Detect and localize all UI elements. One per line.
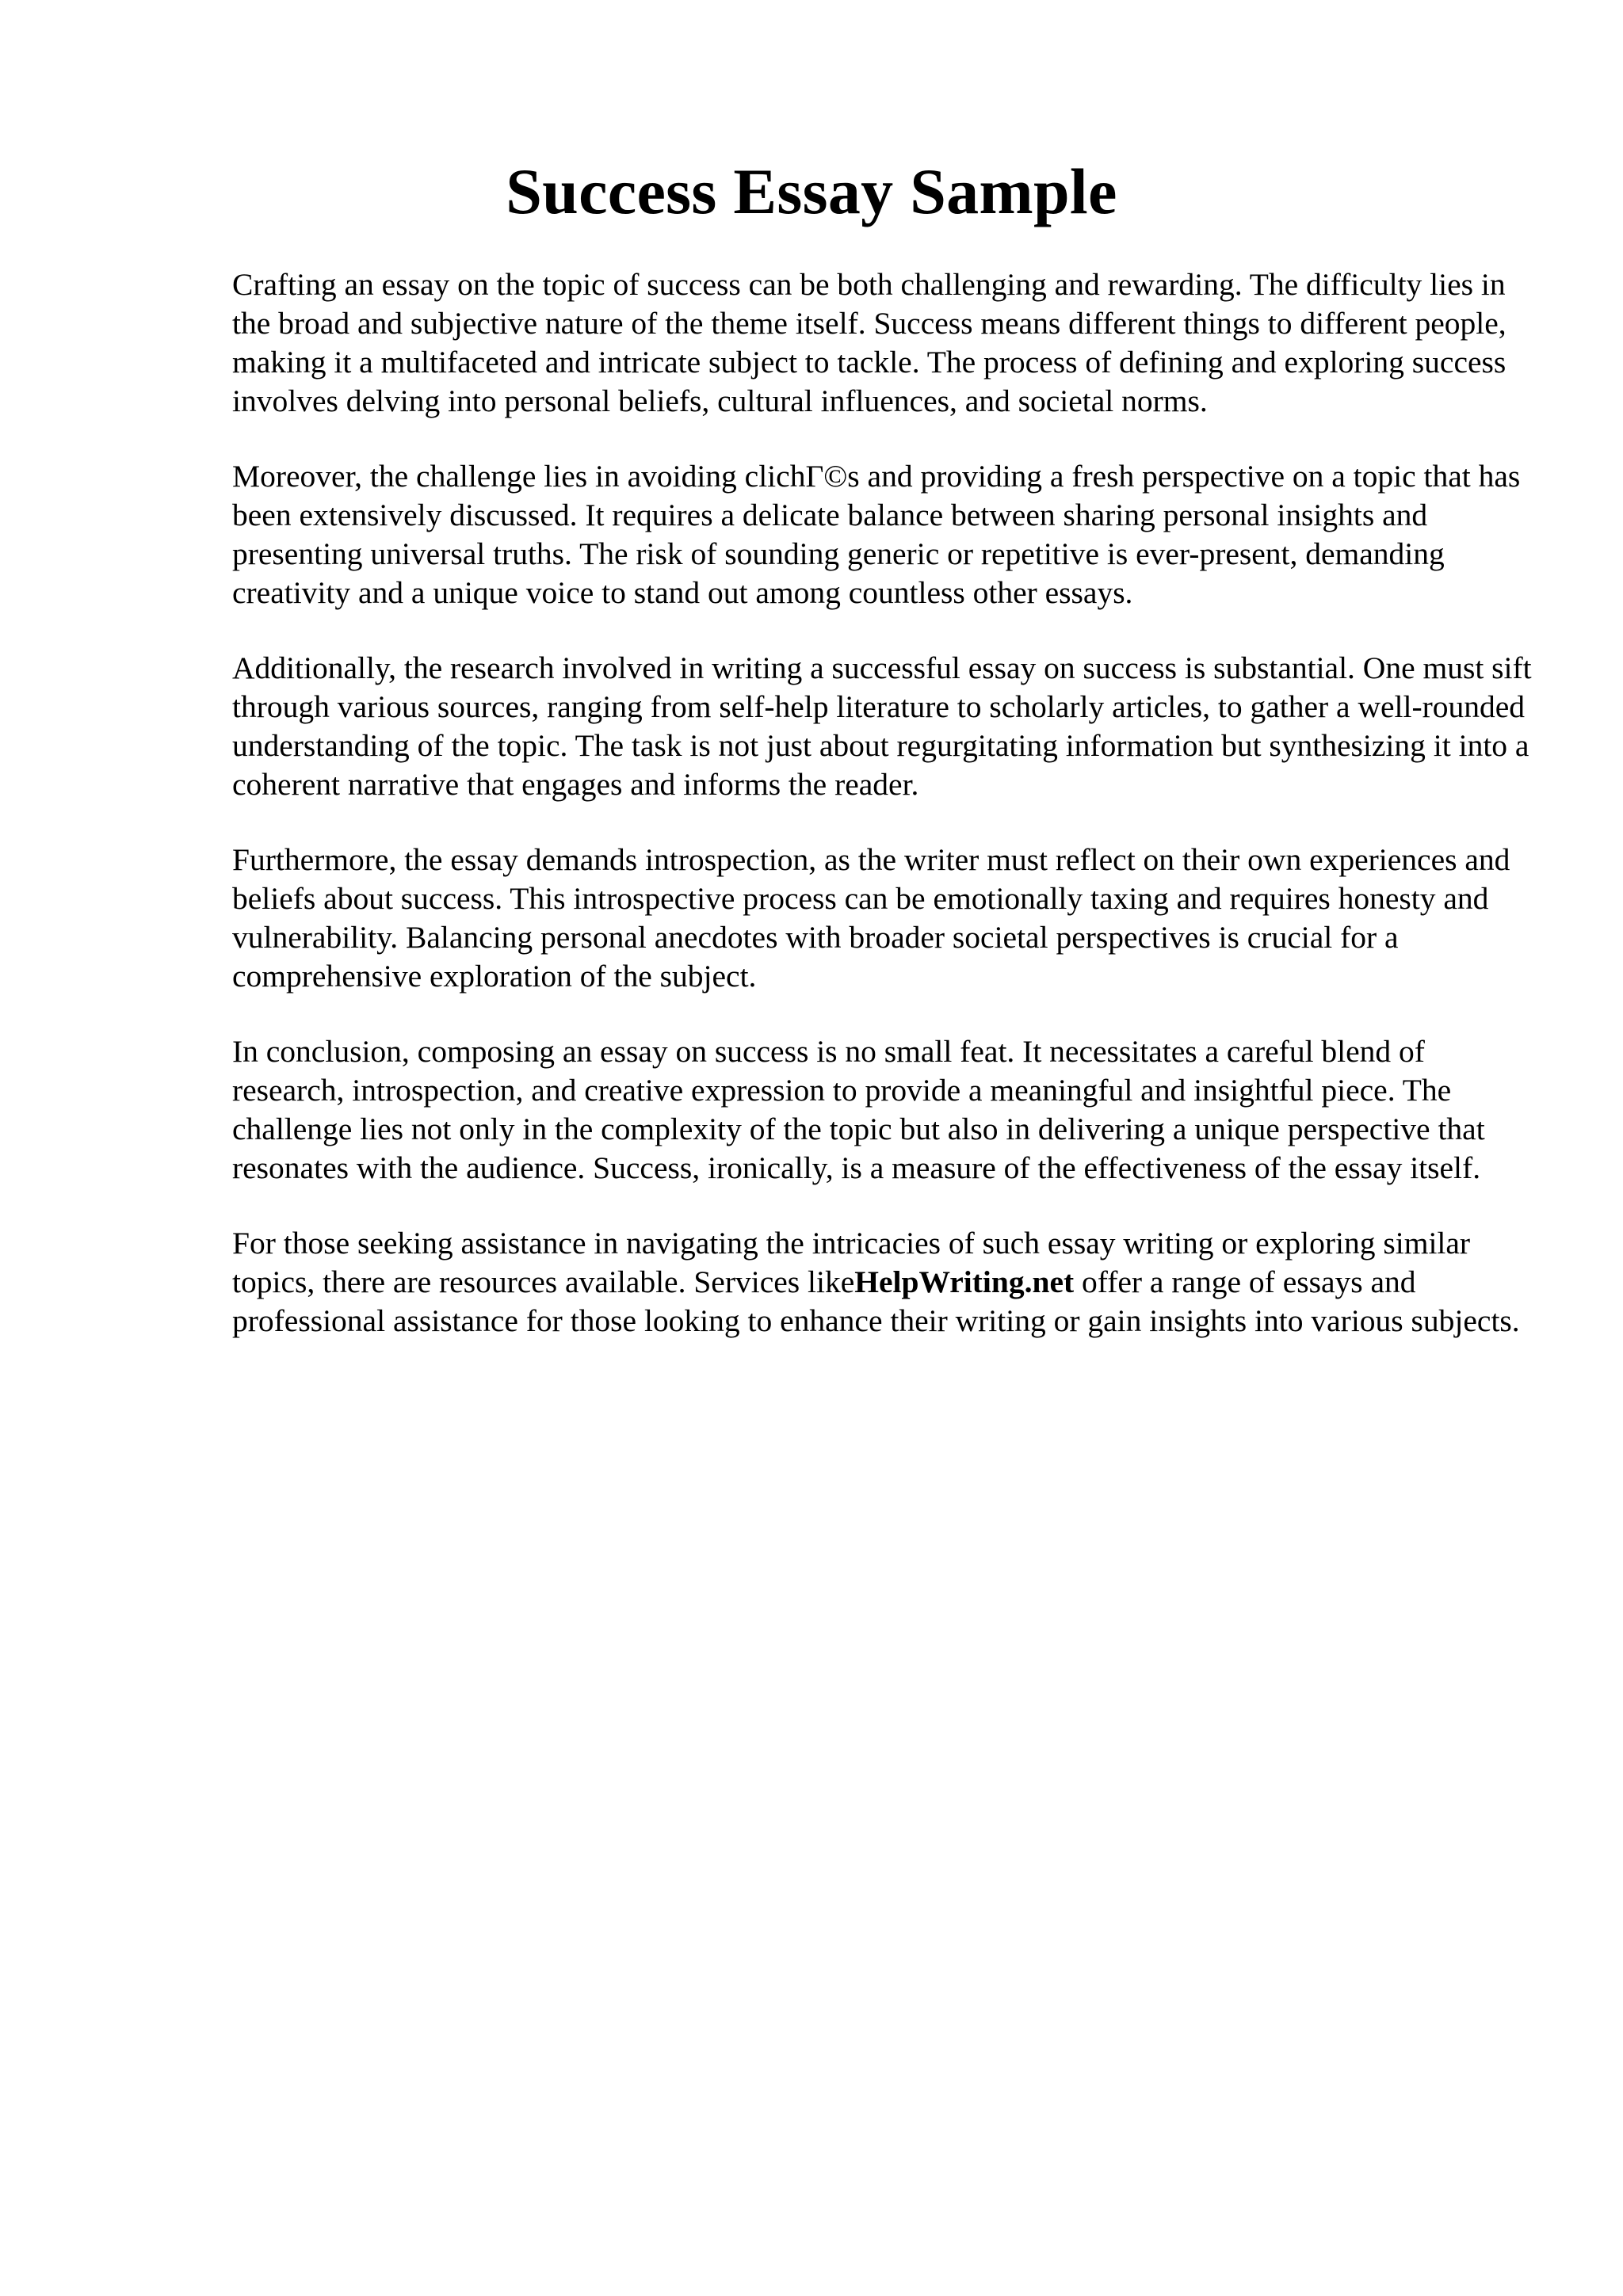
paragraph-1: Crafting an essay on the topic of success can be both challenging and rewarding. The difficulty lies in the broad and subjective nature of the theme itself. Success means different things to different people, making it a multifaceted and intricate subject to tackle. The process of defining and exploring success involves delving into personal beliefs, cultural influences, and societal norms.: [232, 267, 1507, 418]
paragraph-5: In conclusion, composing an essay on success is no small feat. It necessitates a careful blend of research, introspection, and creative expression to provide a meaningful and insightful piece. The challenge lies not only in the complexity of the topic but also in delivering a unique perspective that resonates with the audience. Success, ironically, is a measure of the effectiveness of the essay itself.: [232, 1034, 1485, 1185]
paragraph-6: [232, 1224, 1532, 1341]
paragraph-6-intro: For those seeking assistance in navigating the intricacies of such essay writing or exploring similar topics, there are resources available. Services like: [232, 1226, 1471, 1299]
helpwriting-link[interactable]: HelpWriting.net: [854, 1264, 1075, 1299]
paragraph-3: Additionally, the research involved in writing a successful essay on success is substantial. One must sift through various sources, ranging from self-help literature to scholarly articles, to gather a well-rounded understanding of the topic. The task is not just about regurgitating information but synthesizing it into a coherent narrative that engages and informs the reader.: [232, 650, 1532, 802]
essay-body: [232, 265, 1532, 1341]
paragraph-4: Furthermore, the essay demands introspection, as the writer must reflect on their own experiences and beliefs about success. This introspective process can be emotionally taxing and requires honesty and vulnerability. Balancing personal anecdotes with broader societal perspectives is crucial for a comprehensive exploration of the subject.: [232, 842, 1510, 994]
paragraph-6-outro: offer a range of essays and professional assistance for those looking to enhance their writing or gain insights into various subjects.: [232, 1264, 1520, 1338]
paragraph-2: Moreover, the challenge lies in avoiding clichΓ©s and providing a fresh perspective on a topic that has been extensively discussed. It requires a delicate balance between sharing personal insights and presenting universal truths. The risk of sounding generic or repetitive is ever-present, demanding creativity and a unique voice to stand out among countless other essays.: [232, 459, 1521, 610]
page-title: Success Essay Sample: [506, 155, 1117, 227]
